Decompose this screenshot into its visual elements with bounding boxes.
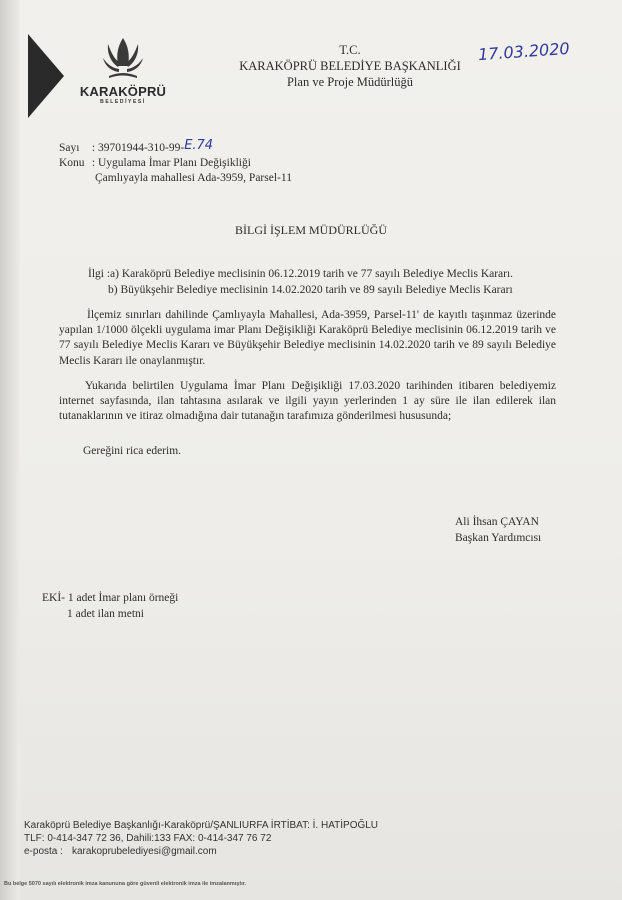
konu-label: Konu [59,157,85,169]
reference-list [88,266,513,298]
letterhead [200,42,500,90]
body-paragraph-2: Yukarıda belirtilen Uygulama İmar Planı Değişikliği 17.03.2020 tarihinden itibaren belediyemiz internet sayfasında, ilan tahtasına asılarak ve ilgili yayın yerlerinden 1 ay süre ile ilan edilerek ilan tutanaklarının ve itiraz olmadığına dair tutanağın tarafımıza gönderilmesi hususunda; [59,380,556,423]
ilgi-b: b) Büyükşehir Belediye meclisinin 14.02.2020 tarih ve 89 sayılı Belediye Meclis Kararı [108,284,513,296]
header-stripe [28,34,64,118]
e-signature-note: Bu belge 5070 sayılı elektronik imza kanununa göre güvenli elektronik imza ile imzalanmıştır. [4,881,247,887]
sayi-label: Sayı [59,142,80,154]
enclosure-item-1: 1 adet İmar planı örneği [67,592,179,604]
header-line-2: KARAKÖPRÜ BELEDİYE BAŞKANLIĞI [239,59,461,73]
recipient: BİLGİ İŞLEM MÜDÜRLÜĞÜ [235,223,387,237]
footer-email-link[interactable]: karakoprubelediyesi@gmail.com [72,846,217,857]
konu-value: : Uygulama İmar Planı Değişikliği [91,157,251,169]
sayi-value: : 39701944-310-99- [91,142,185,154]
ilgi-a: İlgi :a) Karaköprü Belediye meclisinin 06.12.2019 tarih ve 77 sayılı Belediye Meclis Kararı. [88,268,514,280]
enclosure-label: EKİ- [42,592,65,604]
body-paragraph-1: İlçemiz sınırları dahilinde Çamlıyayla Mahallesi, Ada-3959, Parsel-11' de kayıtlı taşınmaz üzerinde yapılan 1/1000 ölçekli uygulama imar Planı Değişikliği Karaköprü Belediye meclisinin 06.12.2019 tarih ve 77 sayılı Belediye Meclis Kararı ve Büyükşehir Belediye meclisinin 14.02.2020 tarih ve 89 sayılı Belediye Meclis Kararı ile onaylanmıştır. [59,309,556,367]
reference-block [59,140,292,186]
logo-emblem-icon [99,36,147,82]
footer-contact [24,819,378,858]
signatory-name: Ali İhsan ÇAYAN [455,516,539,528]
footer-email-label: e-posta : [24,846,63,857]
municipality-logo [78,36,168,105]
enclosure-item-2: 1 adet ilan metni [67,608,144,620]
logo-name: KARAKÖPRÜ [79,84,167,99]
header-line-3: Plan ve Proje Müdürlüğü [286,75,414,89]
handwritten-date: 17.03.2020 [477,38,571,65]
logo-subtitle: BELEDİYESİ [100,99,146,105]
closing-sentence: Gereğini rica ederim. [83,445,182,457]
signatory-title: Başkan Yardımcısı [455,532,542,544]
footer-phone: TLF: 0-414-347 72 36, Dahili:133 FAX: 0-414-347 76 72 [24,833,272,844]
enclosures [42,590,178,622]
signature-block [455,514,541,546]
konu-line-2: Çamlıyayla mahallesi Ada-3959, Parsel-11 [95,172,292,184]
page-edge [0,0,20,900]
sayi-handwritten: E.74 [184,138,214,153]
footer-address: Karaköprü Belediye Başkanlığı-Karaköprü/ŞANLIURFA İRTİBAT: İ. HATİPOĞLU [24,820,379,831]
header-line-1: T.C. [339,43,361,57]
